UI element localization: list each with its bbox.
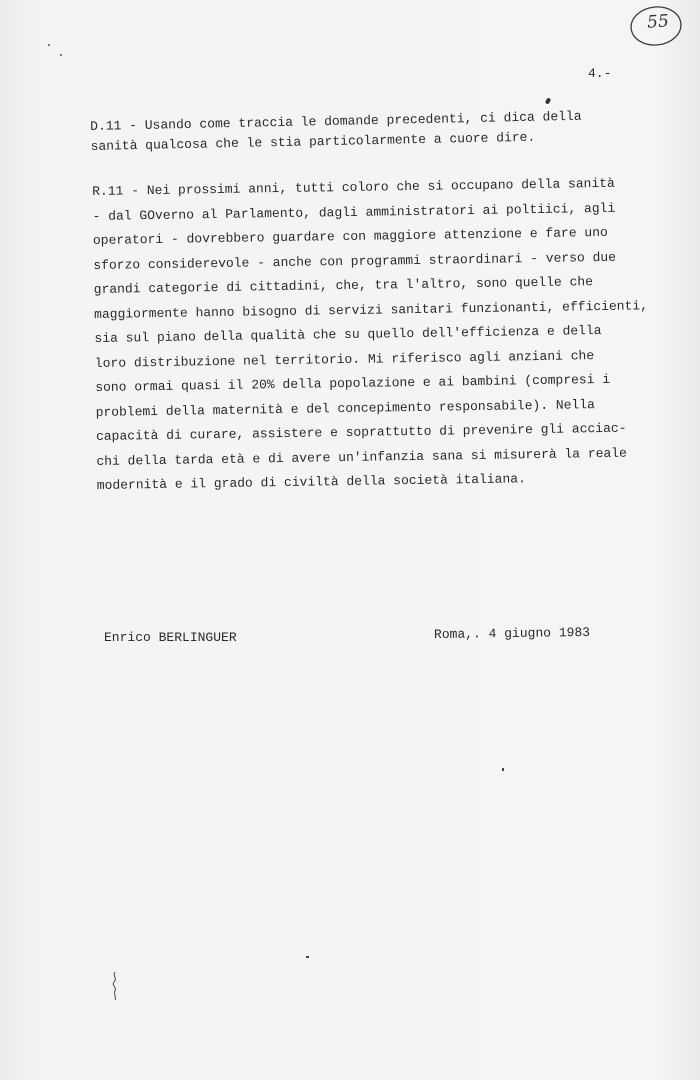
answer-line: - dal GOverno al Parlamento, dagli amministratori ai poltiici, agli bbox=[92, 200, 616, 224]
question-line: D.11 - Usando come traccia le domande precedenti, ci dica della bbox=[90, 108, 582, 134]
ink-mark bbox=[545, 97, 551, 104]
signature-place-date: Roma,. 4 giugno 1983 bbox=[433, 624, 591, 643]
page-number: 4.- bbox=[588, 66, 612, 81]
question-line: sanità qualcosa che le stia particolarmente a cuore dire. bbox=[90, 129, 536, 154]
answer-line: modernità e il grado di civiltà della società italiana. bbox=[96, 471, 526, 493]
answer-line: maggiormente hanno bisogno di servizi sanitari funzionanti, efficienti, bbox=[93, 297, 649, 322]
answer-line: problemi della maternità e del concepimento responsabile). Nella bbox=[95, 396, 595, 420]
answer-line: sia sul piano della qualità che su quello dell'efficienza e della bbox=[94, 323, 602, 346]
archive-number: 55 bbox=[646, 11, 670, 33]
answer-line: loro distribuzione nel territorio. Mi riferisco agli anziani che bbox=[94, 347, 595, 371]
pen-scribble-icon bbox=[108, 970, 122, 1002]
ink-speck bbox=[502, 768, 504, 771]
answer-line: sono ormai quasi il 20% della popolazione e ai bambini (compresi i bbox=[95, 371, 611, 395]
answer-line: operatori - dovrebbero guardare con maggiore attenzione e fare uno bbox=[92, 224, 608, 248]
ink-speck bbox=[60, 54, 62, 56]
answer-line: grandi categorie di cittadini, che, tra l'altro, sono quelle che bbox=[93, 274, 594, 297]
signature-name: Enrico BERLINGUER bbox=[104, 630, 237, 645]
answer-line: chi della tarda età e di avere un'infanzia sana si misurerà la reale bbox=[96, 445, 627, 469]
ink-speck bbox=[306, 956, 309, 958]
answer-line: sforzo considerevole - anche con programmi straordinari - verso due bbox=[93, 249, 617, 273]
question-paragraph bbox=[90, 106, 631, 157]
answer-line: R.11 - Nei prossimi anni, tutti coloro che si occupano della sanità bbox=[92, 175, 615, 199]
ink-speck bbox=[48, 44, 50, 46]
answer-paragraph bbox=[92, 171, 697, 499]
answer-line: capacità di curare, assistere e soprattutto di prevenire gli acciac- bbox=[95, 420, 627, 444]
